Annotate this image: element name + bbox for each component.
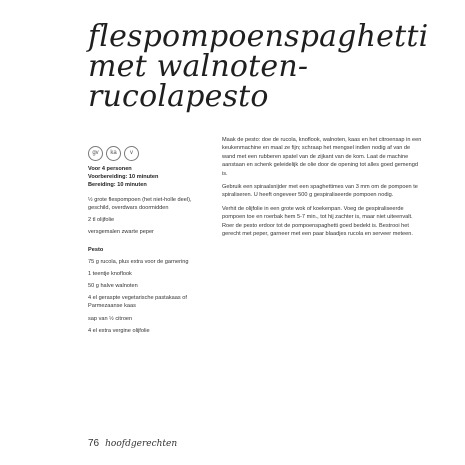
prep-time: Voorbereiding: 10 minuten	[88, 174, 159, 181]
title-line: flespompoenspaghetti	[88, 19, 429, 54]
pesto-ingredient-item: 1 teentje knoflook	[88, 270, 132, 277]
page-number: 76	[88, 438, 100, 449]
title-line: rucolapesto	[88, 79, 269, 114]
cook-time: Bereiding: 10 minuten	[88, 182, 147, 189]
method-paragraph: Gebruik een spiraalsnijder met een spaghettimes van 3 mm om de pompoen te spiraliseren. U heeft ongeveer 500 g gespiraliseerde pompoen nodig.	[222, 184, 418, 199]
pesto-heading: Pesto	[88, 247, 104, 254]
diet-tag-badge: gv	[88, 146, 103, 161]
method-paragraph: Maak de pesto: doe de rucola, knoflook, walnoten, kaas en het citroensap in een keukenmachine en maal ze fijn; schraap het mengsel indien nodig af van de wand met een rubberen spatel van de zijkant van de kom. Laat de machine aanstaan en schenk geleidelijk de olie door de opening tot alles goed gemengd is.	[222, 137, 422, 177]
diet-tag-badge: ka	[106, 146, 121, 161]
method-column	[222, 136, 422, 243]
page-footer	[88, 438, 177, 449]
title-line: met walnoten-	[88, 49, 309, 84]
method-paragraph: Verhit de olijfolie in een grote wok of koekenpan. Voeg de gespiraliseerde pompoen toe en roerbak hem 5-7 min., tot hij zachter is, maar niet uiteenvalt. Roer de pesto erdoor tot de pompoenspaghetti goed bedekt is. Bestrooi het gerecht met peper, garneer met een paar blaadjes rucola en serveer meteen.	[222, 205, 413, 238]
ingredients-column	[88, 165, 208, 339]
ingredient-item: ½ grote flespompoen (het niet-holle deel), geschild, overdwars doormidden	[88, 196, 192, 211]
recipe-title	[88, 19, 429, 114]
pesto-ingredient-item: 75 g rucola, plus extra voor de garnering	[88, 258, 189, 265]
servings: Voor 4 personen	[88, 166, 132, 172]
pesto-ingredient-item: sap van ½ citroen	[88, 315, 133, 322]
pesto-ingredient-item: 4 el geraspte vegetarische pastakaas of Parmezaanse kaas	[88, 295, 187, 310]
diet-tag-badge: v	[124, 146, 139, 161]
ingredient-item: versgemalen zwarte peper	[88, 229, 154, 236]
pesto-ingredient-item: 4 el extra vergine olijfolie	[88, 327, 150, 334]
ingredient-item: 2 tl olijfolie	[88, 217, 115, 224]
section-name: hoofdgerechten	[105, 439, 178, 449]
dietary-tags	[88, 146, 139, 161]
pesto-ingredient-item: 50 g halve walnoten	[88, 283, 138, 290]
